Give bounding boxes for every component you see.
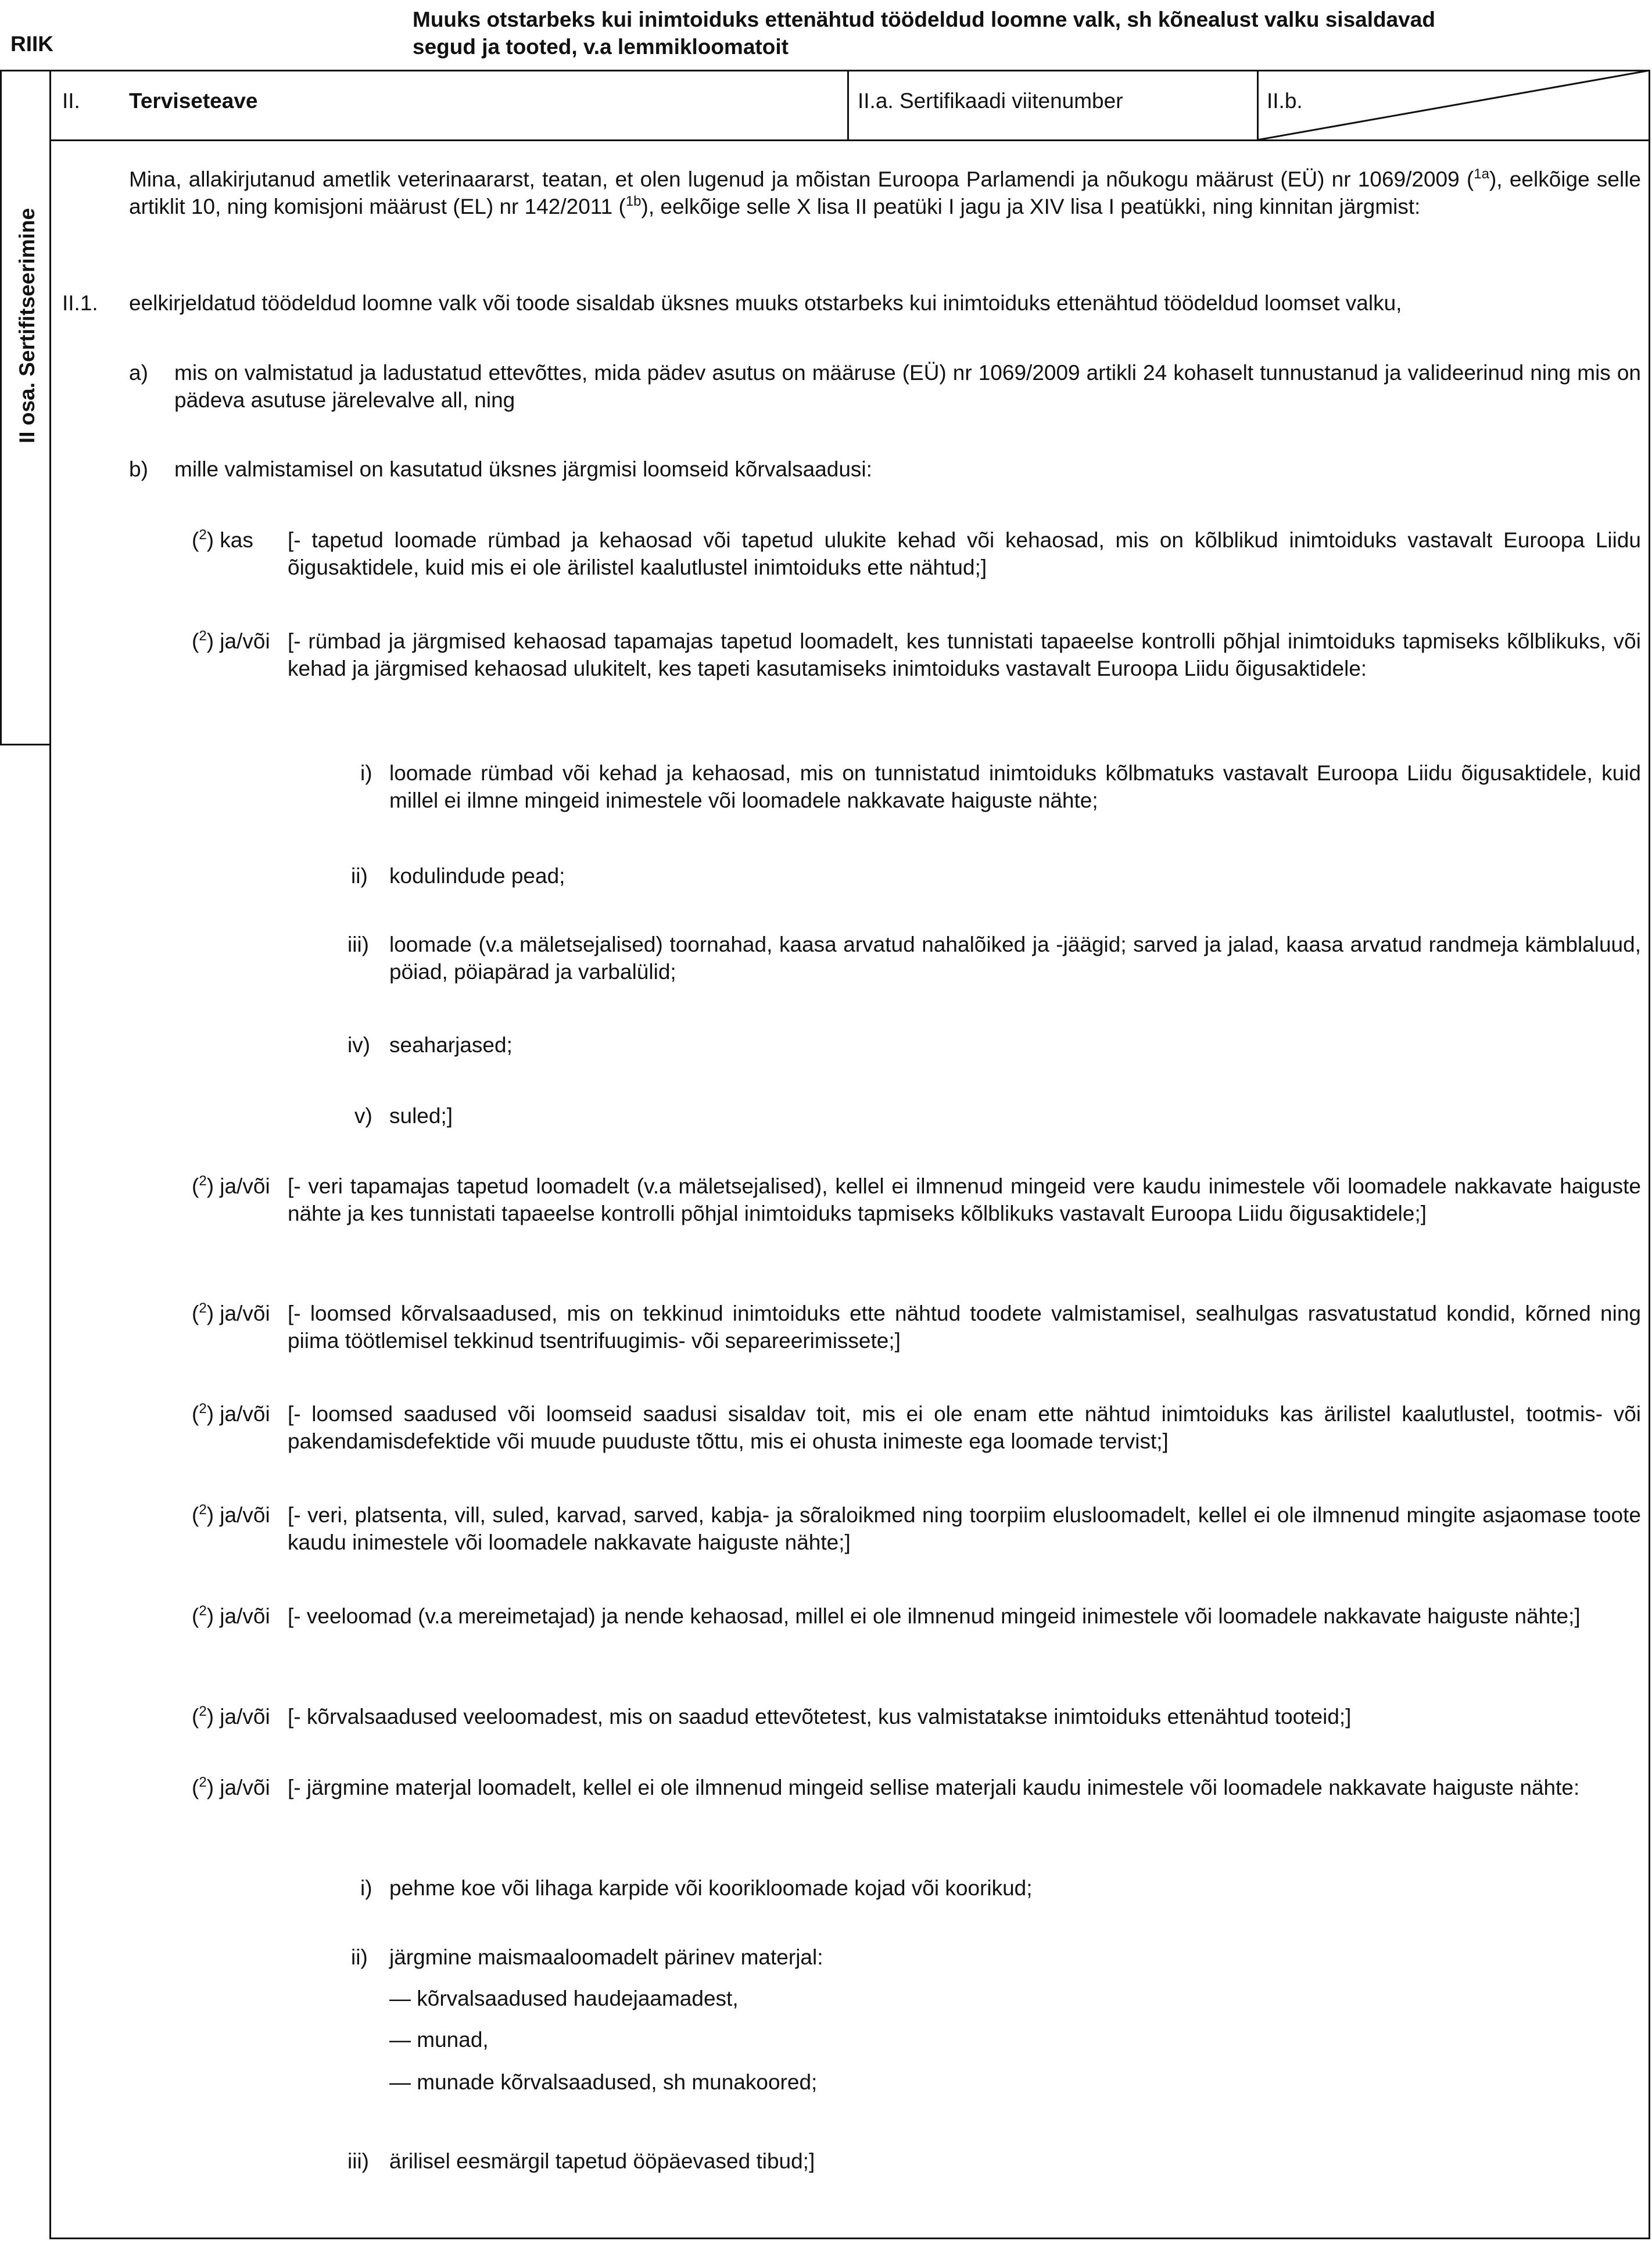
dash-item: — munade kõrvalsaadused, sh munakoored; (389, 2070, 818, 2094)
option-text: [- veri tapamajas tapetud loomadelt (v.a mäletsejalised), kellel ei ilmnenud mingeid vere kaudu inimestele või loomadele nakkavate haiguste nähte ja kes tunnistati tapaeelse kontrolli põhjal inimtoiduks tapmiseks kõlblikuks vastavalt Euroopa Liidu õigusaktidele;] (288, 1174, 1641, 1225)
option-conj-text: ja/või (220, 1174, 270, 1198)
subitem-text: suled;] (389, 1104, 453, 1128)
option-conj-text: ja/või (220, 1604, 270, 1628)
option-text: [- veri, platsenta, vill, suled, karvad, sarved, kabja- ja sõraloikmed ning toorpiim elusloomadelt, kellel ei ole ilmnenud mingite asjaomase toote kaudu inimestele või loomadele nakkavate haiguste nähte;] (288, 1503, 1641, 1554)
certificate-ref-label: II.a. Sertifikaadi viitenumber (858, 89, 1123, 113)
item-a-text: mis on valmistatud ja ladustatud ettevõttes, mida pädev asutus on määruse (EÜ) nr 1069/2009 artikli 24 kohaselt tunnustanud ja valideerinud ning mis on pädeva asutuse järelevalve all, ning (174, 361, 1641, 412)
subitem-marker: ii) (351, 864, 368, 888)
option-conj: ($^2$) ja/või (192, 1401, 270, 1426)
option-conj-text: ja/või (220, 1503, 270, 1527)
iib-label: II.b. (1267, 89, 1303, 113)
item-b-text: mille valmistamisel on kasutatud üksnes järgmisi loomseid kõrvalsaadusi: (174, 457, 872, 481)
subitem-text: ärilisel eesmärgil tapetud ööpäevased tibud;] (389, 2149, 815, 2173)
dash-item: — kõrvalsaadused haudejaamadest, (389, 1987, 739, 2010)
option-conj: ($^2$) ja/või (192, 1774, 270, 1799)
option-conj: ($^2$) ja/või (192, 1704, 270, 1729)
note-ref: 2 (199, 1401, 207, 1417)
subitem-marker: ii) (351, 1945, 368, 1969)
col-divider-1 (847, 70, 849, 141)
intro-paragraph (129, 166, 1641, 220)
option-conj-text: kas (220, 528, 253, 552)
subitem-text: loomade rümbad või kehad ja kehaosad, mis on tunnistatud inimtoiduks kõlbmatuks vastavalt Euroopa Liidu õigusaktidele, kuid millel ei ilmne mingeid inimestele või loomadele nakkavate haiguste nähte; (389, 761, 1641, 812)
option-conj: ($^2$) ja/või (192, 1502, 270, 1527)
note-ref: 2 (199, 1300, 207, 1316)
option-text: [- tapetud loomade rümbad ja kehaosad või tapetud ulukite kehad või kehaosad, mis on kõlblikud inimtoiduks vastavalt Euroopa Liidu õigusaktidele, kuid mis ei ole ärilistel kaalutlustel inimtoiduks ette nähtud;] (288, 528, 1641, 579)
section-number: II. (62, 89, 80, 113)
clause-number: II.1. (62, 291, 98, 315)
side-label: II osa. Sertifitseerimine (15, 207, 39, 443)
option-conj-text: ja/või (220, 1402, 270, 1426)
option-text: [- kõrvalsaadused veeloomadest, mis on saadud ettevõtetest, kus valmistatakse inimtoiduks ettenähtud tooteid;] (288, 1705, 1352, 1729)
country-label: RIIK (10, 32, 53, 56)
option-conj-text: ja/või (220, 1776, 270, 1799)
subitem-marker: v) (354, 1104, 372, 1128)
subitem-marker: i) (360, 1876, 372, 1900)
clause-text: eelkirjeldatud töödeldud loomne valk või toode sisaldab üksnes muuks otstarbeks kui inimtoiduks ettenähtud töödeldud loomset valku, (129, 291, 1402, 315)
note-ref: 2 (199, 1774, 207, 1790)
iib-diagonal (1257, 70, 1650, 141)
note-ref: 2 (199, 628, 207, 644)
subitem-text: pehme koe või lihaga karpide või koorikloomade kojad või koorikud; (389, 1876, 1033, 1900)
dash-item: — munad, (389, 2028, 489, 2052)
option-text: [- loomsed saadused või loomseid saadusi sisaldav toit, mis ei ole enam ette nähtud inimtoiduks kas ärilistel kaalutlustel, tootmis- või pakendamisdefektide või muude puuduste tõttu, mis ei ohusta inimeste ega loomade tervist;] (288, 1402, 1641, 1453)
option-conj: ($^2$) kas (192, 527, 253, 552)
option-conj: ($^2$) ja/või (192, 1300, 270, 1325)
side-label-box (0, 70, 51, 745)
option-text: [- veeloomad (v.a mereimetajad) ja nende kehaosad, millel ei ole ilmnenud mingeid inimestele või loomadele nakkavate haiguste nähte;] (288, 1604, 1581, 1628)
title-line-2: segud ja tooted, v.a lemmikloomatoit (413, 35, 789, 59)
intro-part-2: ), eelkõige selle artiklit 10, ning komisjoni määrust (EL) nr 142/2011 ( (129, 167, 1641, 218)
item-b-marker: b) (129, 457, 148, 481)
subitem-marker: iv) (347, 1033, 371, 1057)
note-ref: 2 (199, 1502, 207, 1518)
subitem-marker: i) (360, 761, 372, 785)
footnote-ref-1a: 1a (1474, 166, 1489, 182)
option-conj-text: ja/või (220, 1705, 270, 1729)
item-a-marker: a) (129, 361, 148, 385)
note-ref: 2 (199, 1704, 207, 1719)
note-ref: 2 (199, 1173, 207, 1189)
note-ref: 2 (199, 527, 207, 543)
subitem-text: seaharjased; (389, 1033, 513, 1057)
option-conj: ($^2$) ja/või (192, 628, 270, 653)
footnote-ref-1b: 1b (625, 193, 642, 209)
option-text: [- rümbad ja järgmised kehaosad tapamajas tapetud loomadelt, kes tunnistati tapaeelse kontrolli põhjal inimtoiduks tapmiseks kõlblikuks, või kehad ja järgmised kehaosad ulukitelt, kes tapeti kasutamiseks inimtoiduks vastavalt Euroopa Liidu õigusaktidele: (288, 629, 1641, 680)
subitem-marker: iii) (347, 933, 369, 956)
title-line-1: Muuks otstarbeks kui inimtoiduks ettenähtud töödeldud loomne valk, sh kõnealust valku sisaldavad (413, 8, 1435, 31)
intro-part-3: ), eelkõige selle X lisa II peatüki I jagu ja XIV lisa I peatükki, ning kinnitan järgmist: (641, 195, 1421, 218)
intro-part-1: Mina, allakirjutanud ametlik veterinaararst, teatan, et olen lugenud ja mõistan Euroopa Parlamendi ja nõukogu määrust (EÜ) nr 1069/2009 ( (129, 167, 1474, 191)
option-conj-text: ja/või (220, 1301, 270, 1325)
subitem-text: kodulindude pead; (389, 864, 565, 888)
option-conj-text: ja/või (220, 629, 270, 653)
option-text: [- loomsed kõrvalsaadused, mis on tekkinud inimtoiduks ette nähtud toodete valmistamisel, sealhulgas rasvatustatud kondid, kõrned ning piima töötlemisel tekkinud tsentrifuugimis- või separeerimissete;] (288, 1301, 1641, 1353)
subitem-text: järgmine maismaaloomadelt pärinev materjal: (389, 1945, 823, 1969)
subitem-marker: iii) (347, 2149, 369, 2173)
section-title: Terviseteave (129, 89, 258, 113)
option-conj: ($^2$) ja/või (192, 1173, 270, 1198)
option-conj: ($^2$) ja/või (192, 1603, 270, 1628)
option-text: [- järgmine materjal loomadelt, kellel ei ole ilmnenud mingeid sellise materjali kaudu inimestele või loomadele nakkavate haiguste nähte: (288, 1776, 1580, 1799)
subitem-text: loomade (v.a mäletsejalised) toornahad, kaasa arvatud nahalõiked ja -jäägid; sarved ja jalad, kaasa arvatud randmeja kämblaluud, pöiad, pöiapärad ja varbalülid; (389, 933, 1641, 984)
note-ref: 2 (199, 1603, 207, 1619)
